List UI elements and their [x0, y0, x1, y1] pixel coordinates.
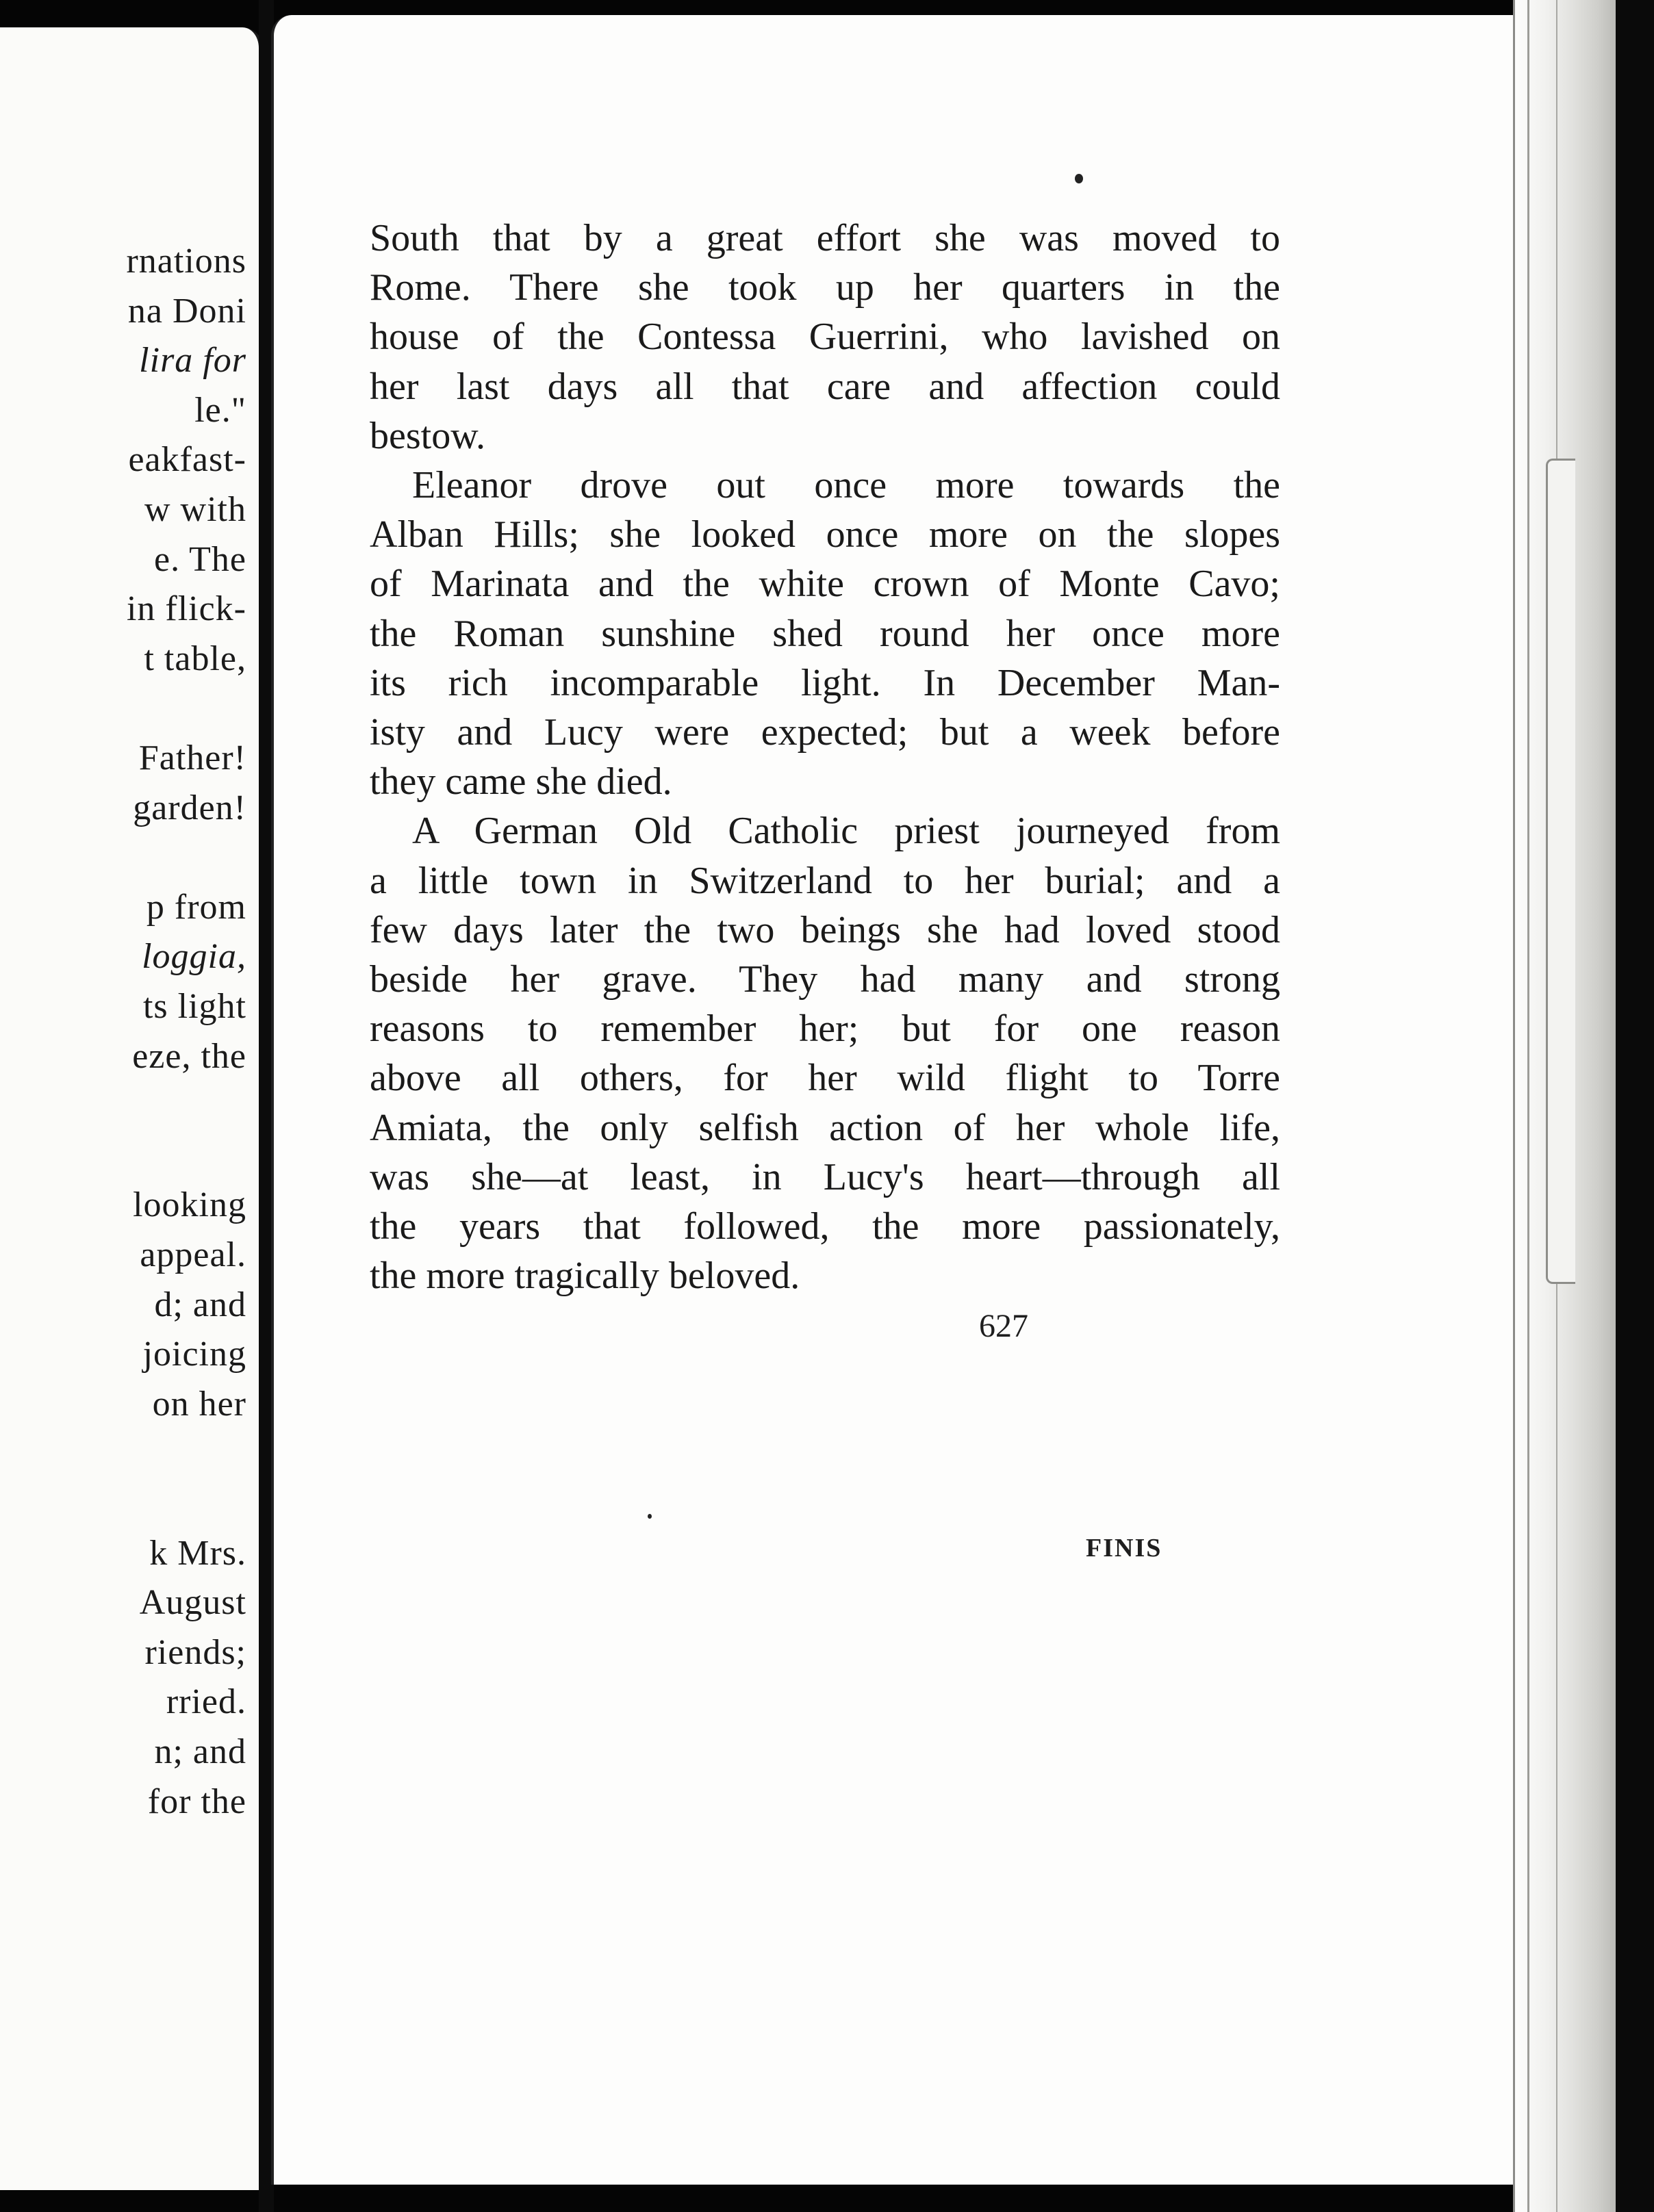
left-page-line: ts light	[142, 987, 246, 1026]
text-line: reasons to remember her; but for one reason	[370, 1007, 1280, 1051]
left-page-line: w with	[144, 490, 246, 529]
left-page-line: garden!	[133, 788, 246, 827]
text-line: the more tragically beloved.	[370, 1255, 800, 1298]
text-line: A German Old Catholic priest journeyed from	[412, 810, 1280, 853]
text-line: isty and Lucy were expected; but a week before	[370, 711, 1280, 754]
left-page-line: na Doni	[127, 291, 246, 331]
ink-speck	[1075, 174, 1083, 183]
left-page-line: appeal.	[140, 1235, 246, 1274]
paragraph	[370, 806, 1280, 1300]
text-line: Amiata, the only selfish action of her whole life,	[370, 1106, 1280, 1149]
left-page-line: eakfast-	[128, 440, 246, 480]
text-line: South that by a great effort she was moved to	[370, 217, 1280, 259]
left-page-line: n; and	[154, 1732, 246, 1771]
text-line: of Marinata and the white crown of Monte Cavo;	[370, 563, 1280, 606]
text-line: few days later the two beings she had loved stood	[370, 908, 1280, 951]
text-line: was she—at least, in Lucy's heart—through all	[370, 1155, 1280, 1198]
page-edge-tab	[1546, 459, 1575, 1284]
text-line: bestow.	[370, 414, 486, 457]
left-page-line: on her	[152, 1384, 246, 1424]
left-page-line: e. The	[154, 539, 246, 579]
left-page-line: loggia,	[142, 937, 246, 977]
text-line: her last days all that care and affection could	[370, 365, 1280, 408]
left-page-line: August	[139, 1583, 246, 1623]
right-page	[271, 15, 1609, 2185]
text-line: beside her grave. They had many and strong	[370, 958, 1280, 1001]
text-line: house of the Contessa Guerrini, who lavished on	[370, 316, 1280, 359]
page-number: 627	[979, 1308, 1028, 1344]
left-page-line: looking	[133, 1185, 246, 1225]
left-page-line: lira for	[139, 341, 246, 381]
left-page-line: riends;	[144, 1632, 246, 1672]
left-page-line: rnations	[126, 242, 246, 281]
scan-right-border	[1616, 0, 1654, 2212]
text-line: Rome. There she took up her quarters in the	[370, 266, 1280, 309]
left-page-line: in flick-	[126, 589, 246, 629]
left-page-line: eze, the	[132, 1036, 246, 1076]
left-page-line: p from	[146, 887, 246, 927]
body-text	[370, 214, 1280, 1300]
left-page-line: joicing	[142, 1335, 246, 1374]
text-line: above all others, for her wild flight to Torre	[370, 1057, 1280, 1100]
paragraph	[370, 461, 1280, 806]
text-line: the years that followed, the more passionately,	[370, 1205, 1280, 1248]
text-line: Alban Hills; she looked once more on the slopes	[370, 513, 1280, 556]
text-line: they came she died.	[370, 760, 672, 803]
left-page-line: Father!	[138, 738, 246, 777]
text-line: Eleanor drove out once more towards the	[412, 464, 1280, 507]
text-line: a little town in Switzerland to her burial; and a	[370, 859, 1280, 902]
finis-label: FINIS	[1086, 1534, 1162, 1562]
left-page-line: d; and	[154, 1285, 246, 1324]
paragraph	[370, 214, 1280, 461]
left-page-line: rried.	[166, 1682, 246, 1722]
left-page-line: k Mrs.	[149, 1533, 246, 1573]
left-page-line: for the	[147, 1782, 246, 1821]
left-page	[0, 27, 263, 2190]
text-line: its rich incomparable light. In December Man-	[370, 661, 1280, 704]
left-page-line: le."	[194, 390, 246, 430]
ink-speck	[648, 1514, 652, 1519]
text-line: the Roman sunshine shed round her once more	[370, 612, 1280, 655]
left-page-line: t table,	[144, 639, 246, 678]
